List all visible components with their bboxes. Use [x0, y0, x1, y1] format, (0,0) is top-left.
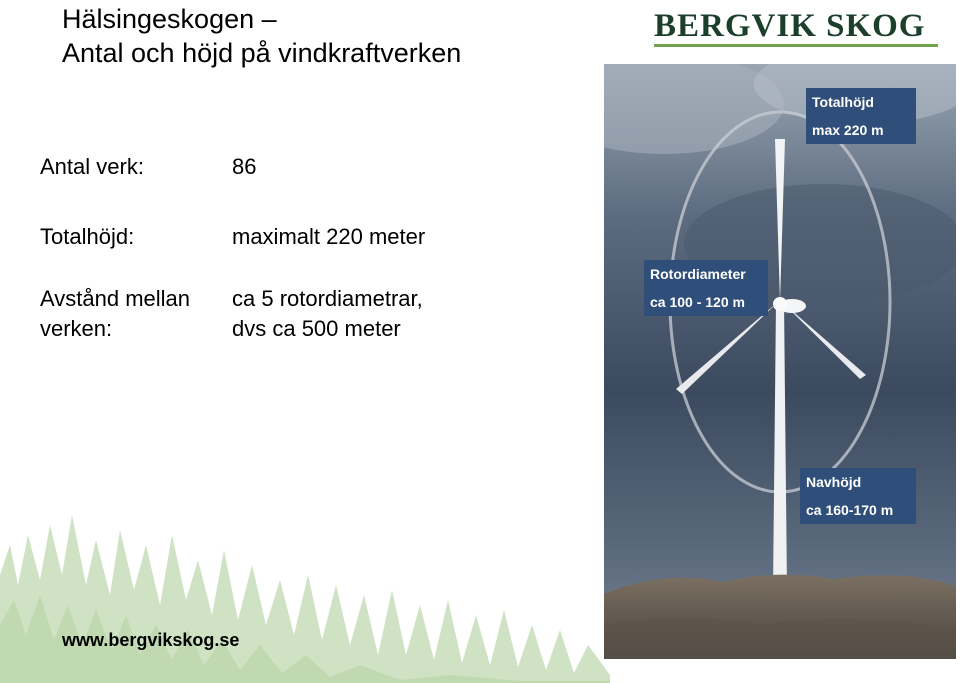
height-label: Totalhöjd: [40, 224, 135, 249]
distance-value-line-1: ca 5 rotordiametrar, [232, 286, 423, 311]
company-logo: BERGVIK SKOG [654, 8, 926, 44]
total-height-value: max 220 m [812, 122, 884, 138]
total-height-title: Totalhöjd [812, 94, 874, 110]
count-label: Antal verk: [40, 154, 144, 179]
hub-height-tag [800, 468, 916, 524]
distance-value-line-2: dvs ca 500 meter [232, 316, 401, 341]
wind-turbine-icon [604, 64, 956, 659]
distance-label-line-2: verken: [40, 316, 113, 341]
tree-silhouette-icon [0, 505, 610, 683]
rotor-title: Rotordiameter [650, 266, 746, 282]
title-line-2: Antal och höjd på vindkraftverken [62, 38, 462, 68]
total-height-tag [806, 88, 916, 144]
distance-label-line-1: Avstånd mellan [40, 286, 191, 311]
height-value: maximalt 220 meter [232, 224, 426, 249]
turbine-photo [604, 64, 956, 659]
rotor-tag [644, 260, 768, 316]
logo-underline [654, 44, 938, 47]
hub-height-title: Navhöjd [806, 474, 862, 490]
slide-title [62, 2, 461, 70]
distance-label [40, 284, 190, 344]
footer-url[interactable]: www.bergvikskog.se [62, 630, 240, 650]
count-value: 86 [232, 154, 257, 179]
distance-value [232, 284, 423, 344]
title-line-1: Hälsingeskogen – [62, 4, 277, 34]
rotor-value: ca 100 - 120 m [650, 294, 745, 310]
hub-height-value: ca 160-170 m [806, 502, 894, 518]
